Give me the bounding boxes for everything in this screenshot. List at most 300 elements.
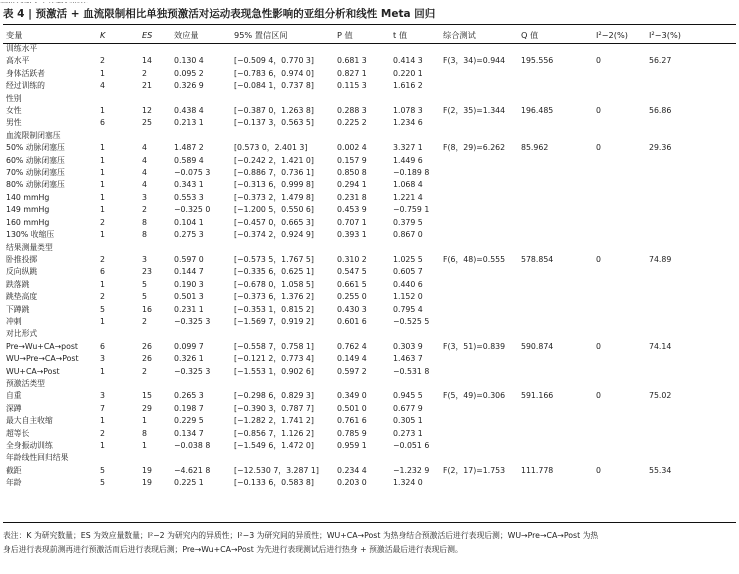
results-table: [6, 27, 734, 490]
table-cell: F(8，29)=6.262: [443, 143, 506, 153]
table-cell: [−0.121 2，0.773 4]: [234, 354, 314, 364]
row-label: 高水平: [6, 56, 30, 66]
header-row: [6, 27, 734, 43]
table-cell: 0.294 1: [337, 180, 367, 190]
table-cell: [596, 229, 649, 241]
table-cell: 1: [100, 441, 105, 450]
table-cell: [649, 279, 734, 291]
table-cell: [596, 117, 649, 129]
table-cell: 1: [100, 106, 105, 116]
table-cell: 0.867 0: [393, 230, 423, 240]
table-cell: 21: [142, 81, 152, 91]
table-cell: 1: [100, 316, 105, 326]
table-cell: [521, 179, 596, 191]
table-cell: 0.104 1: [174, 217, 204, 227]
table-cell: [443, 229, 521, 241]
table-cell: 15: [142, 391, 152, 401]
table-cell: 1: [142, 441, 147, 450]
table-cell: 0.095 2: [174, 68, 204, 78]
group-header-row: [6, 242, 734, 254]
table-cell: [443, 428, 521, 440]
table-cell: [−0.298 6，0.829 3]: [234, 391, 314, 401]
group-header-row: [6, 43, 734, 55]
table-cell: 3: [142, 254, 147, 264]
table-cell: 1: [100, 180, 105, 190]
row-label: 年龄: [6, 478, 22, 488]
table-cell: 0.553 3: [174, 192, 204, 202]
table-cell: 1.025 5: [393, 254, 423, 264]
table-cell: 0.130 4: [174, 56, 204, 66]
table-row: [6, 217, 734, 229]
row-label: 经过训练的: [6, 81, 45, 91]
table-cell: 5: [142, 279, 147, 289]
table-cell: 2: [100, 56, 105, 66]
col-p: P 值: [337, 29, 353, 40]
table-cell: [443, 179, 521, 191]
table-cell: 1: [100, 68, 105, 78]
table-cell: [−1.200 5，0.550 6]: [234, 205, 314, 215]
table-cell: 0: [596, 106, 601, 116]
table-cell: 55.34: [649, 465, 672, 475]
table-cell: [521, 204, 596, 216]
table-cell: −0.325 0: [174, 205, 211, 215]
table-cell: 0.225 2: [337, 118, 367, 128]
table-cell: 1.449 6: [393, 155, 423, 165]
table-cell: [521, 403, 596, 415]
table-cell: 0.213 1: [174, 118, 204, 128]
table-cell: −0.075 3: [174, 168, 211, 178]
table-cell: 0.273 1: [393, 428, 423, 438]
table-cell: 591.166: [521, 391, 554, 401]
table-cell: 111.778: [521, 465, 554, 475]
table-cell: [649, 477, 734, 489]
table-cell: [−0.137 3，0.563 5]: [234, 118, 314, 128]
table-cell: 0: [596, 56, 601, 66]
table-row: [6, 155, 734, 167]
table-cell: 19: [142, 478, 152, 488]
table-cell: [596, 415, 649, 427]
table-row: [6, 341, 734, 353]
table-cell: 3: [100, 391, 105, 401]
table-cell: [596, 167, 649, 179]
table-cell: 0.677 9: [393, 403, 423, 413]
table-cell: 0.303 9: [393, 341, 423, 351]
col-i2-3: I²−3(%): [649, 30, 681, 40]
table-cell: 0.203 0: [337, 478, 367, 488]
table-cell: 2: [142, 366, 147, 376]
row-label: 卧推投掷: [6, 254, 38, 264]
table-cell: [649, 440, 734, 452]
table-row: [6, 117, 734, 129]
table-row: [6, 192, 734, 204]
col-omnibus: 综合测试: [443, 29, 476, 40]
table-row: [6, 291, 734, 303]
table-cell: [596, 291, 649, 303]
group-label: 对比形式: [6, 329, 38, 339]
table-cell: 0.002 4: [337, 143, 367, 153]
table-cell: F(2，17)=1.753: [443, 465, 506, 475]
table-cell: [−1.553 1，0.902 6]: [234, 366, 314, 376]
table-cell: [649, 304, 734, 316]
table-row: [6, 80, 734, 92]
table-cell: 1: [100, 168, 105, 178]
table-cell: [521, 266, 596, 278]
table-cell: 6: [100, 118, 105, 128]
table-body: [6, 43, 734, 490]
table-cell: 5: [142, 292, 147, 302]
table-cell: [521, 366, 596, 378]
table-cell: [443, 279, 521, 291]
table-cell: 3: [142, 192, 147, 202]
table-cell: −0.759 1: [393, 205, 430, 215]
row-label: 深蹲: [6, 403, 22, 413]
table-cell: [649, 415, 734, 427]
table-cell: 0.707 1: [337, 217, 367, 227]
table-cell: [521, 440, 596, 452]
table-caption: 表 4 | 预激活 + 血流限制相比单独预激活对运动表现急性影响的亚组分析和线性 Meta 回归: [3, 8, 436, 20]
table-cell: 0.785 9: [337, 428, 367, 438]
table-cell: [443, 353, 521, 365]
table-cell: 0: [596, 391, 601, 401]
col-variable: 变量: [6, 29, 23, 40]
row-label: 149 mmHg: [6, 205, 50, 215]
table-cell: [649, 179, 734, 191]
table-cell: −0.325 3: [174, 316, 211, 326]
table-cell: 1: [100, 155, 105, 165]
table-cell: [443, 403, 521, 415]
table-cell: [596, 316, 649, 328]
table-cell: 0.501 3: [174, 292, 204, 302]
table-row: [6, 465, 734, 477]
table-row: [6, 428, 734, 440]
table-row: [6, 254, 734, 266]
table-cell: F(5，49)=0.306: [443, 391, 506, 401]
table-cell: 74.14: [649, 341, 672, 351]
table-cell: [−0.457 0，0.665 3]: [234, 217, 314, 227]
table-cell: 0.265 3: [174, 391, 204, 401]
table-cell: [649, 403, 734, 415]
group-label: 结果测量类型: [6, 242, 53, 252]
table-cell: 8: [142, 217, 147, 227]
table-cell: 0.827 1: [337, 68, 367, 78]
table-cell: 56.27: [649, 56, 672, 66]
table-cell: [443, 266, 521, 278]
table-cell: 0.795 4: [393, 304, 423, 314]
row-label: 自重: [6, 391, 22, 401]
col-t: t 值: [393, 29, 408, 40]
table-cell: [−0.783 6，0.974 0]: [234, 68, 314, 78]
table-cell: 0: [596, 254, 601, 264]
table-cell: [−0.353 1，0.815 2]: [234, 304, 314, 314]
table-cell: 1: [100, 416, 105, 426]
table-cell: 12: [142, 106, 152, 116]
group-header-row: [6, 130, 734, 142]
table-cell: 56.86: [649, 106, 672, 116]
row-label: 下蹲跳: [6, 304, 30, 314]
table-cell: [−0.856 7，1.126 2]: [234, 428, 314, 438]
table-cell: [−0.084 1，0.737 8]: [234, 81, 314, 91]
table-cell: [443, 440, 521, 452]
table-cell: 2: [100, 428, 105, 438]
table-cell: [596, 266, 649, 278]
table-cell: 0.149 4: [337, 354, 367, 364]
table-cell: [443, 304, 521, 316]
table-cell: 5: [100, 465, 105, 475]
table-row: [6, 179, 734, 191]
table-cell: [649, 68, 734, 80]
table-cell: −0.525 5: [393, 316, 430, 326]
table-row: [6, 167, 734, 179]
table-cell: [0.573 0，2.401 3]: [234, 143, 308, 153]
table-cell: [−0.374 2，0.924 9]: [234, 230, 314, 240]
row-label: 反向纵跳: [6, 267, 38, 277]
table-cell: [−0.509 4，0.770 3]: [234, 56, 314, 66]
table-cell: 0.440 6: [393, 279, 423, 289]
table-cell: [521, 415, 596, 427]
group-header-row: [6, 452, 734, 464]
table-cell: 26: [142, 354, 152, 364]
group-label: 年龄线性回归结果: [6, 453, 69, 463]
col-k: K: [100, 30, 106, 40]
table-cell: 3: [100, 354, 105, 364]
table-cell: [443, 366, 521, 378]
table-cell: [649, 291, 734, 303]
table-row: [6, 204, 734, 216]
table-cell: [596, 217, 649, 229]
row-label: 跌落跳: [6, 279, 30, 289]
table-cell: [596, 204, 649, 216]
table-cell: 74.89: [649, 254, 672, 264]
table-cell: [443, 68, 521, 80]
table-cell: [649, 155, 734, 167]
row-label: Pre→Wu+CA→post: [6, 341, 78, 351]
table-cell: [−0.558 7，0.758 1]: [234, 341, 314, 351]
table-cell: 0.225 1: [174, 478, 204, 488]
table-cell: 0.601 6: [337, 316, 367, 326]
table-cell: [443, 316, 521, 328]
table-cell: [443, 155, 521, 167]
table-cell: 0.430 3: [337, 304, 367, 314]
table-cell: [521, 117, 596, 129]
table-cell: 1.234 6: [393, 118, 423, 128]
table-cell: [596, 68, 649, 80]
row-label: WU+CA→Post: [6, 366, 60, 376]
table-cell: [596, 192, 649, 204]
col-i2-2: I²−2(%): [596, 30, 628, 40]
table-cell: −0.051 6: [393, 441, 430, 450]
table-cell: [649, 353, 734, 365]
table-cell: 2: [100, 217, 105, 227]
table-cell: [649, 204, 734, 216]
table-cell: 0.305 1: [393, 416, 423, 426]
row-label: 超等长: [6, 428, 30, 438]
table-cell: −1.232 9: [393, 465, 430, 475]
table-cell: 4: [142, 155, 147, 165]
table-cell: [649, 316, 734, 328]
table-cell: 0.198 7: [174, 403, 204, 413]
table-cell: −0.531 8: [393, 366, 430, 376]
table-cell: 8: [142, 230, 147, 240]
table-cell: 0.661 5: [337, 279, 367, 289]
table-cell: 1.221 4: [393, 192, 423, 202]
table-cell: [649, 266, 734, 278]
table-cell: [−0.573 5，1.767 5]: [234, 254, 314, 264]
table-cell: 1: [142, 416, 147, 426]
table-cell: 0.453 9: [337, 205, 367, 215]
table-cell: [443, 117, 521, 129]
row-label: 160 mmHg: [6, 217, 50, 227]
table-cell: [521, 428, 596, 440]
table-cell: 196.485: [521, 106, 554, 116]
table-cell: 26: [142, 341, 152, 351]
table-cell: [596, 428, 649, 440]
table-row: [6, 415, 734, 427]
table-row: [6, 68, 734, 80]
table-cell: 0.945 5: [393, 391, 423, 401]
table-cell: 2: [142, 68, 147, 78]
group-header-row: [6, 378, 734, 390]
row-label: 70% 动脉闭塞压: [6, 168, 65, 178]
table-cell: 1: [100, 192, 105, 202]
table-row: [6, 55, 734, 67]
row-label: 50% 动脉闭塞压: [6, 143, 65, 153]
table-cell: 0.144 7: [174, 267, 204, 277]
table-cell: [521, 192, 596, 204]
table-cell: [596, 80, 649, 92]
table-cell: 1.324 0: [393, 478, 423, 488]
table-cell: [−0.387 0，1.263 8]: [234, 106, 314, 116]
table-cell: [−0.373 6，1.376 2]: [234, 292, 314, 302]
table-cell: 0: [596, 341, 601, 351]
table-cell: [−0.313 6，0.999 8]: [234, 180, 314, 190]
row-label: 跳垫高度: [6, 292, 38, 302]
table-cell: 0.220 1: [393, 68, 423, 78]
table-cell: 0.379 5: [393, 217, 423, 227]
table-cell: 0.850 8: [337, 168, 367, 178]
table-cell: 4: [142, 143, 147, 153]
table-cell: 0.761 6: [337, 416, 367, 426]
table-cell: 0.547 5: [337, 267, 367, 277]
table-cell: [596, 155, 649, 167]
table-cell: 0: [596, 143, 601, 153]
table-cell: 1: [100, 366, 105, 376]
table-cell: [649, 366, 734, 378]
table-cell: [443, 415, 521, 427]
col-es: ES: [142, 30, 153, 40]
table-cell: [649, 229, 734, 241]
top-rule: [3, 24, 736, 25]
table-cell: [521, 316, 596, 328]
table-row: [6, 440, 734, 452]
table-cell: [443, 477, 521, 489]
col-ci: 95% 置信区间: [234, 29, 288, 40]
group-header-row: [6, 328, 734, 340]
row-label: 全身振动训练: [6, 441, 53, 450]
table-cell: [649, 117, 734, 129]
table-cell: F(3，51)=0.839: [443, 341, 506, 351]
table-cell: [443, 192, 521, 204]
table-cell: 0.959 1: [337, 441, 367, 450]
table-cell: 1: [100, 279, 105, 289]
table-cell: [−0.133 6，0.583 8]: [234, 478, 314, 488]
table-cell: 2: [100, 254, 105, 264]
table-cell: 0.326 1: [174, 354, 204, 364]
row-label: 60% 动脉闭塞压: [6, 155, 65, 165]
bottom-rule: [3, 522, 736, 523]
table-cell: 29.36: [649, 143, 672, 153]
table-cell: 3.327 1: [393, 143, 423, 153]
clipped-top-text: [0, 0, 300, 3]
table-cell: 25: [142, 118, 152, 128]
table-cell: [−0.886 7，0.736 1]: [234, 168, 314, 178]
table-cell: 1.463 7: [393, 354, 423, 364]
table-cell: 1: [100, 230, 105, 240]
table-cell: [521, 279, 596, 291]
table-cell: 1.616 2: [393, 81, 423, 91]
table-cell: [443, 204, 521, 216]
table-cell: [521, 167, 596, 179]
group-header-row: [6, 93, 734, 105]
table-row: [6, 266, 734, 278]
table-cell: 6: [100, 341, 105, 351]
table-cell: [521, 68, 596, 80]
table-cell: [596, 477, 649, 489]
table-cell: [596, 440, 649, 452]
table-cell: [443, 217, 521, 229]
table-cell: −4.621 8: [174, 465, 211, 475]
row-label: 女性: [6, 106, 22, 116]
footnote-line-2: 身后进行表现前测再进行预激活而后进行表现后测；Pre→Wu+CA→Post 为先进行表现测试后进行热身 + 预激活最后进行表现后测。: [3, 545, 463, 554]
table-row: [6, 316, 734, 328]
footnote-line-1: 表注：K 为研究数量；ES 为效应量数量；I²−2 为研究内的异质性；I²−3 为研究间的异质性；WU+CA→Post 为热身结合预激活后进行表现后测；WU→Pre→CA→Post 为热: [3, 531, 599, 540]
table-row: [6, 353, 734, 365]
group-label: 血流限制闭塞压: [6, 130, 61, 140]
table-cell: −0.189 8: [393, 168, 430, 178]
group-label: 预激活类型: [6, 378, 45, 388]
table-cell: [596, 279, 649, 291]
table-cell: −0.325 3: [174, 366, 211, 376]
group-label: 性别: [6, 93, 22, 103]
table-cell: 85.962: [521, 143, 549, 153]
table-cell: 2: [142, 316, 147, 326]
table-cell: [521, 304, 596, 316]
table-cell: 1: [100, 205, 105, 215]
table-cell: 0.288 3: [337, 106, 367, 116]
table-row: [6, 105, 734, 117]
table-cell: 0.326 9: [174, 81, 204, 91]
table-row: [6, 142, 734, 154]
table-cell: 0.190 3: [174, 279, 204, 289]
table-cell: 195.556: [521, 56, 554, 66]
table-cell: 5: [100, 304, 105, 314]
table-cell: 0.234 4: [337, 465, 367, 475]
row-label: 130% 收缩压: [6, 230, 55, 240]
table-cell: 0.681 3: [337, 56, 367, 66]
row-label: 最大自主收缩: [6, 416, 53, 426]
table-cell: 1.068 4: [393, 180, 423, 190]
table-cell: 0.231 8: [337, 192, 367, 202]
table-cell: [521, 291, 596, 303]
row-label: WU→Pre→CA→Post: [6, 354, 79, 364]
table-cell: 578.854: [521, 254, 554, 264]
table-cell: 8: [142, 428, 147, 438]
table-cell: [521, 80, 596, 92]
row-label: 80% 动脉闭塞压: [6, 180, 65, 190]
table-cell: [−0.678 0，1.058 5]: [234, 279, 314, 289]
table-cell: 1.078 3: [393, 106, 423, 116]
table-cell: 0.597 2: [337, 366, 367, 376]
table-cell: [649, 167, 734, 179]
